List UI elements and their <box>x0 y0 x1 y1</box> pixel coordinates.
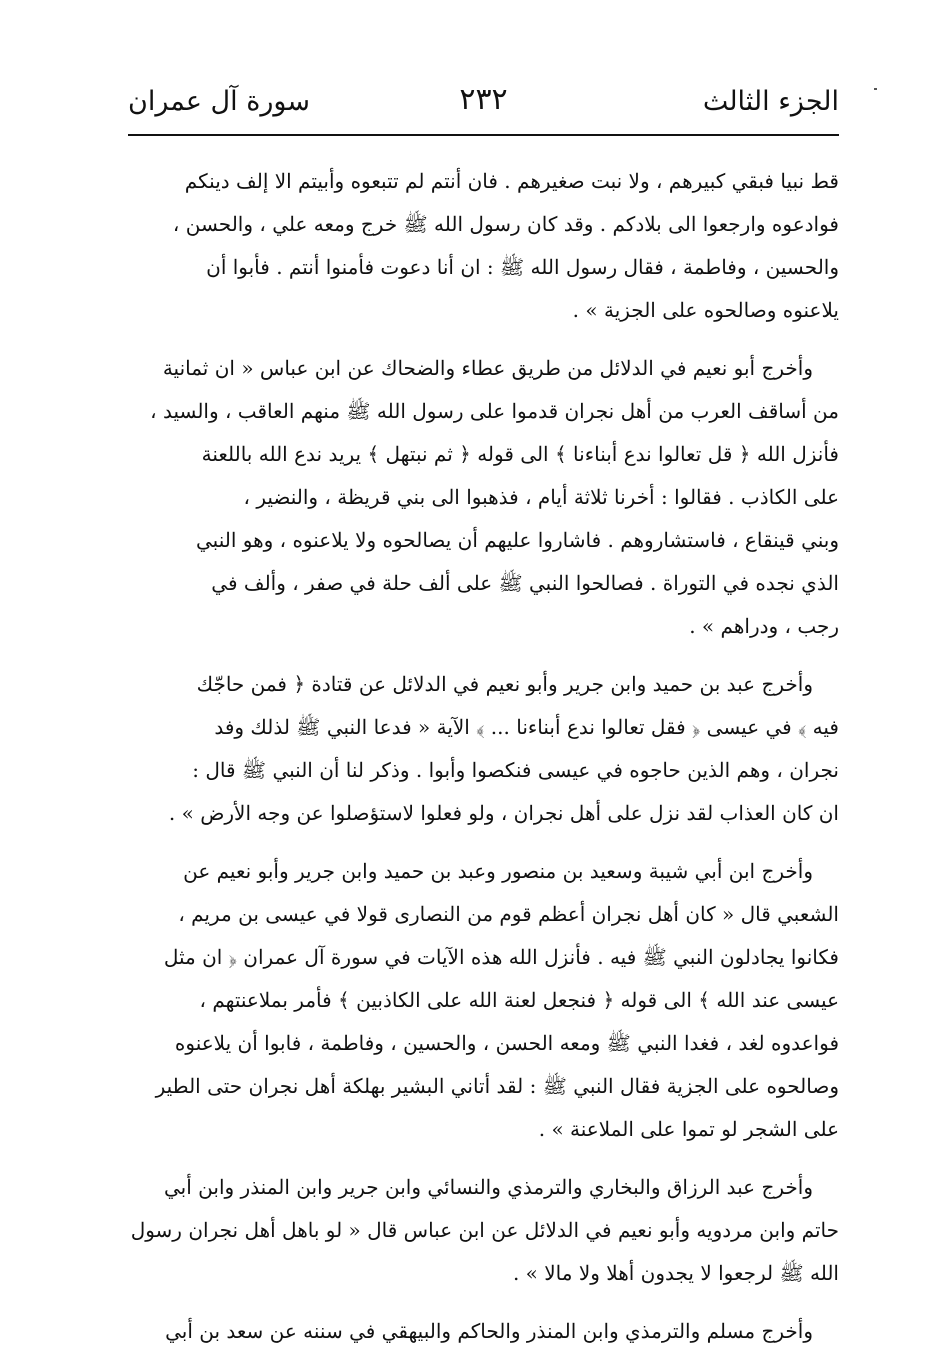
page-number: ٢٣٢ <box>459 82 508 117</box>
text-line: رجب ، ودراهم » . <box>689 614 839 638</box>
part-label: الجزء الثالث <box>702 86 839 117</box>
text-line: فأنزل الله ﴿ قل تعالوا ندع أبناءنا ﴾ الى قوله ﴿ ثم نبتهل ﴾ يريد ندع الله باللعنة <box>201 442 839 466</box>
paragraph <box>130 1166 839 1295</box>
header-rule <box>128 134 839 136</box>
text-line: فواعدوه لغد ، فغدا النبي ﷺ ومعه الحسن ، والحسين ، وفاطمة ، فابوا أن يلاعنوه <box>174 1031 839 1055</box>
page-body <box>130 160 839 1353</box>
paragraph <box>130 1310 839 1353</box>
scan-speck <box>874 88 877 90</box>
text-line: من أساقف العرب من أهل نجران قدموا على رسول الله ﷺ منهم العاقب ، والسيد ، <box>150 399 839 423</box>
text-line: يلاعنوه وصالحوه على الجزية » . <box>572 298 839 322</box>
page-header <box>128 78 839 126</box>
text-line: على الكاذب . فقالوا : أخرنا ثلاثة أيام ، فذهبوا الى بني قريظة ، والنضير ، <box>243 485 839 509</box>
text-line: وأخرج عبد بن حميد وابن جرير وأبو نعيم في الدلائل عن قتادة ﴿ فمن حاجّك <box>196 672 813 696</box>
text-line: وصالحوه على الجزية فقال النبي ﷺ : لقد أتاني البشير بهلكة أهل نجران حتى الطير <box>155 1074 839 1098</box>
paragraph <box>130 347 839 648</box>
text-line: الله ﷺ لرجعوا لا يجدون أهلا ولا مالا » . <box>512 1261 839 1285</box>
text-line: والحسين ، وفاطمة ، فقال رسول الله ﷺ : ان أنا دعوت فأمنوا أنتم . فأبوا أن <box>206 255 839 279</box>
text-line: فيه ﴾ في عيسى ﴿ فقل تعالوا ندع أبناءنا ... ﴾ الآية « فدعا النبي ﷺ لذلك وفد <box>214 715 839 739</box>
text-line: الشعبي قال « كان أهل نجران أعظم قوم من النصارى قولا في عيسى بن مريم ، <box>178 902 839 926</box>
text-line: وأخرج أبو نعيم في الدلائل من طريق عطاء والضحاك عن ابن عباس « ان ثمانية <box>162 356 813 380</box>
paragraph <box>130 663 839 835</box>
text-line: عيسى عند الله ﴾ الى قوله ﴿ فنجعل لعنة الله على الكاذبين ﴾ فأمر بملاعنتهم ، <box>199 988 839 1012</box>
text-line: وأخرج مسلم والترمذي وابن المنذر والحاكم والبيهقي في سننه عن سعد بن أبي <box>165 1319 813 1343</box>
surah-title: سورة آل عمران <box>128 86 310 117</box>
text-line: فوادعوه وارجعوا الى بلادكم . وقد كان رسول الله ﷺ خرج ومعه علي ، والحسن ، <box>172 212 839 236</box>
text-line: وأخرج ابن أبي شيبة وسعيد بن منصور وعبد بن حميد وابن جرير وأبو نعيم عن <box>183 859 813 883</box>
paragraph <box>130 160 839 332</box>
text-line: وأخرج عبد الرزاق والبخاري والترمذي والنسائي وابن جرير وابن المنذر وابن أبي <box>164 1175 813 1199</box>
text-line: ان كان العذاب لقد نزل على أهل نجران ، ولو فعلوا لاستؤصلوا عن وجه الأرض » . <box>168 801 839 825</box>
text-line: فكانوا يجادلون النبي ﷺ فيه . فأنزل الله هذه الآيات في سورة آل عمران ﴿ ان مثل <box>163 945 839 969</box>
text-line: نجران ، وهم الذين حاجوه في عيسى فنكصوا وأبوا . وذكر لنا أن النبي ﷺ قال : <box>192 758 839 782</box>
paragraph <box>130 850 839 1151</box>
text-line: قط نبيا فبقي كبيرهم ، ولا نبت صغيرهم . فان أنتم لم تتبعوه وأبيتم الا إلف دينكم <box>184 169 839 193</box>
text-line: وبني قينقاع ، فاستشاروهم . فاشاروا عليهم أن يصالحوه ولا يلاعنوه ، وهو النبي <box>195 528 839 552</box>
text-line: حاتم وابن مردويه وأبو نعيم في الدلائل عن ابن عباس قال « لو باهل أهل نجران رسول <box>130 1218 839 1242</box>
text-line: على الشجر لو تموا على الملاعنة » . <box>538 1117 839 1141</box>
text-line: الذي نجده في التوراة . فصالحوا النبي ﷺ على ألف حلة في صفر ، وألف في <box>211 571 839 595</box>
